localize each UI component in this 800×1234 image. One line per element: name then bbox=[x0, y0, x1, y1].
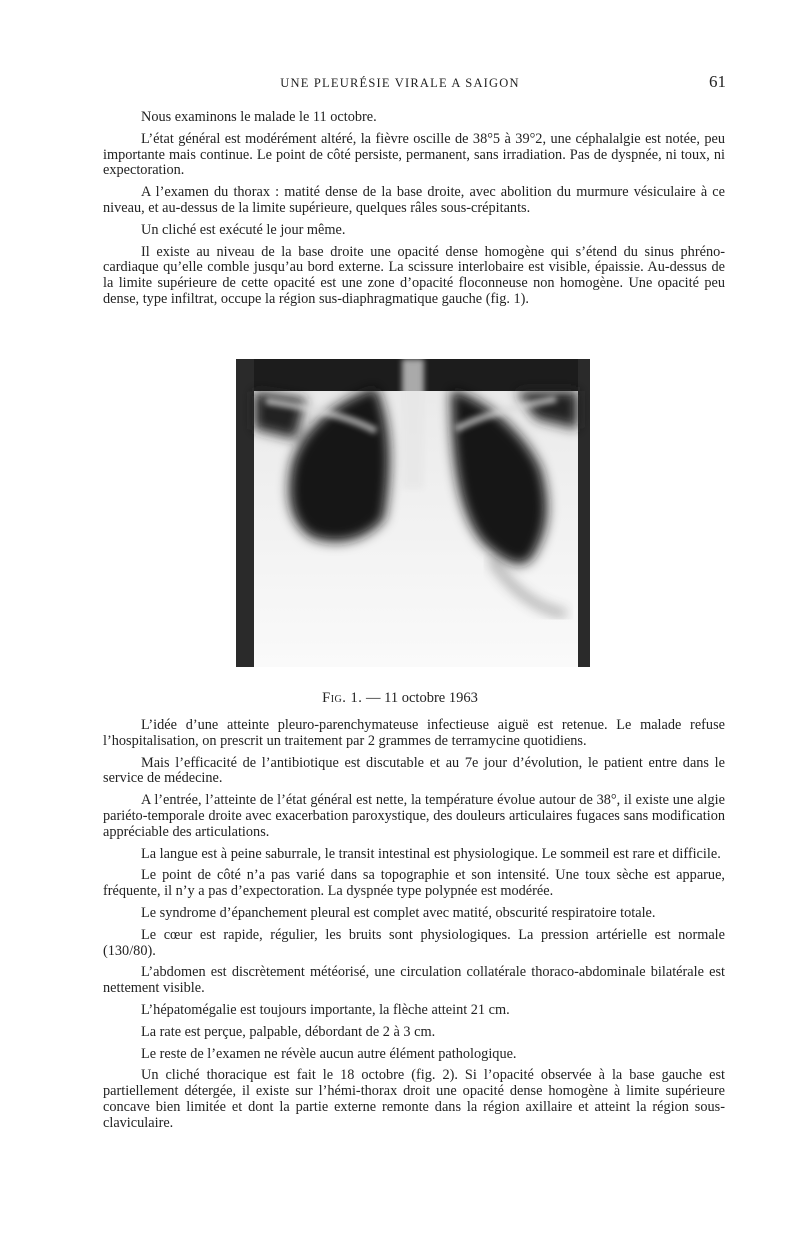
paragraph: Il existe au niveau de la base droite une opacité dense homogène qui s’étend du sinus phréno-cardiaque qu’elle comble jusqu’au bord externe. La scissure interlobaire est visible, épaissie. Au-dessus de la limite supérieure de cette opacité est une zone d’opacité floconneuse non homogène. Une opacité peu dense, type infiltrat, occupe la région sus-diaphragmatique gauche (fig. 1). bbox=[103, 243, 725, 307]
figure-caption bbox=[0, 690, 800, 707]
paragraph: La rate est perçue, palpable, débordant de 2 à 3 cm. bbox=[141, 1023, 436, 1040]
figure-caption-text: — 11 octobre 1963 bbox=[366, 690, 478, 706]
paragraph: Le syndrome d’épanchement pleural est complet avec matité, obscurité respiratoire totale. bbox=[141, 904, 656, 921]
paragraph: L’état général est modérément altéré, la fièvre oscille de 38°5 à 39°2, une céphalalgie est notée, peu importante mais continue. Le point de côté persiste, permanent, sans irradiation. Pas de dyspnée, ni toux, ni expectoration. bbox=[103, 130, 725, 179]
chest-xray-image bbox=[236, 359, 590, 667]
paragraph: A l’examen du thorax : matité dense de la base droite, avec abolition du murmure vésiculaire à ce niveau, et au-dessus de la limite supérieure, quelques râles sous-crépitants. bbox=[103, 184, 725, 216]
paragraph: Mais l’efficacité de l’antibiotique est discutable et au 7e jour d’évolution, le patient entre dans le service de médecine. bbox=[103, 754, 725, 787]
paragraph: La langue est à peine saburrale, le transit intestinal est physiologique. Le sommeil est rare et difficile. bbox=[141, 845, 721, 862]
body-text-top bbox=[103, 110, 725, 314]
paragraph: L’hépatomégalie est toujours importante, la flèche atteint 21 cm. bbox=[141, 1001, 510, 1018]
figure-label: Fig. 1. bbox=[322, 690, 363, 706]
paragraph: Nous examinons le malade le 11 octobre. bbox=[141, 109, 377, 125]
running-title: UNE PLEURÉSIE VIRALE A SAIGON bbox=[280, 76, 520, 90]
paragraph: Le point de côté n’a pas varié dans sa topographie et son intensité. Une toux sèche est apparue, fréquente, il n’y a pas d’expectoration. La dyspnée type polypnée est modérée. bbox=[103, 867, 725, 900]
paragraph: Le cœur est rapide, régulier, les bruits sont physiologiques. La pression artérielle est normale (130/80). bbox=[103, 926, 725, 959]
paragraph: Un cliché est exécuté le jour même. bbox=[141, 221, 346, 238]
paragraph: Un cliché thoracique est fait le 18 octobre (fig. 2). Si l’opacité observée à la base gauche est partiellement détergée, il existe sur l’hémi-thorax droit une opacité dense homogène à limite supérieure concave bien limitée et dont la partie externe remonte dans la région axillaire et atteint la région sous-claviculaire. bbox=[103, 1067, 725, 1131]
paragraph: A l’entrée, l’atteinte de l’état général est nette, la température évolue autour de 38°, il existe une algie pariéto-temporale droite avec exacerbation paroxystique, des douleurs articulaires fugaces sans modification appréciable des articulations. bbox=[103, 792, 725, 840]
figure-1-xray bbox=[236, 359, 590, 667]
paragraph: L’abdomen est discrètement météorisé, une circulation collatérale thoraco-abdominale bilatérale est nettement visible. bbox=[103, 964, 725, 997]
paragraph: L’idée d’une atteinte pleuro-parenchymateuse infectieuse aiguë est retenue. Le malade refuse l’hospitalisation, on prescrit un traitement par 2 grammes de terramycine quotidiens. bbox=[103, 717, 725, 749]
page-number: 61 bbox=[709, 72, 726, 91]
body-text-bottom bbox=[103, 718, 725, 1138]
paragraph: Le reste de l’examen ne révèle aucun autre élément pathologique. bbox=[141, 1045, 517, 1062]
